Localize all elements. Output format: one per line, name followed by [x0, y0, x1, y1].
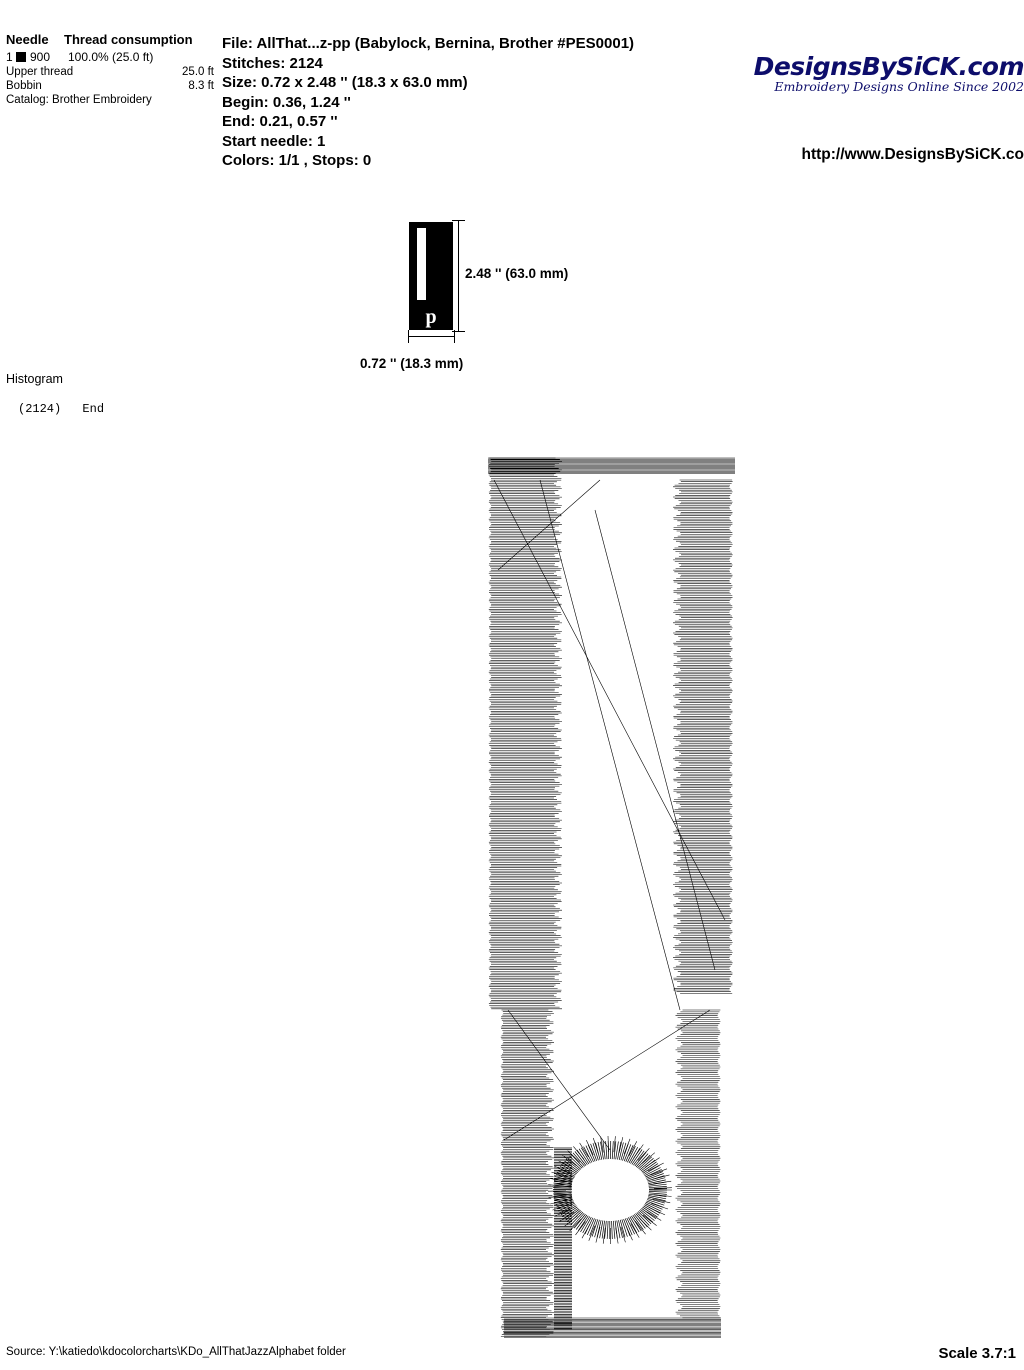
file-info-block — [222, 34, 634, 171]
histogram-title: Histogram — [6, 372, 63, 386]
height-dimension-cap-top — [452, 220, 465, 221]
stitches-line: Stitches: 2124 — [222, 54, 323, 72]
colors-stops-line: Colors: 1/1 , Stops: 0 — [222, 152, 372, 169]
histogram-row-label: End — [82, 402, 105, 416]
thumbnail-inner-shape — [417, 228, 426, 300]
brand-name: DesignsBySiCK.com — [753, 52, 1024, 81]
start-needle-line: Start needle: 1 — [222, 132, 326, 150]
width-dimension-cap-left — [408, 330, 409, 343]
thread-percent: 100.0% (25.0 ft) — [68, 50, 154, 64]
width-dimension-label: 0.72 '' (18.3 mm) — [360, 356, 464, 371]
size-line: Size: 0.72 x 2.48 '' (18.3 x 63.0 mm) — [222, 74, 468, 91]
begin-line: Begin: 0.36, 1.24 '' — [222, 93, 351, 111]
catalog-label: Catalog: Brother Embroidery — [6, 94, 152, 106]
thread-consumption-table — [6, 32, 220, 106]
width-dimension-cap-right — [454, 330, 455, 343]
thread-consumption-column-header: Thread consumption — [64, 32, 193, 47]
scale-label: Scale 3.7:1 — [938, 1345, 1016, 1362]
needle-column-header: Needle — [6, 32, 49, 47]
color-swatch-icon — [16, 52, 26, 62]
design-thumbnail-preview — [355, 212, 595, 377]
upper-thread-value: 25.0 ft — [182, 66, 214, 78]
end-line: End: 0.21, 0.57 '' — [222, 113, 338, 130]
source-path-label: Source: Y:\katiedo\kdocolorcharts\KDo_AllThatJazzAlphabet folder — [6, 1346, 346, 1358]
histogram-stitch-count: (2124) — [18, 402, 62, 416]
needle-table-header — [6, 32, 220, 47]
needle-index: 1 — [6, 50, 13, 64]
brand-url: http://www.DesignsBySiCK.co — [801, 146, 1024, 163]
thumbnail-letter: p — [425, 306, 437, 328]
table-row — [6, 50, 220, 64]
file-name-line: File: AllThat...z-pp (Babylock, Bernina, Brother #PES0001) — [222, 35, 635, 52]
histogram-row — [18, 402, 104, 416]
brand-tagline: Embroidery Designs Online Since 2002 — [774, 79, 1024, 94]
stitch-design-render — [480, 450, 760, 1350]
bobbin-value: 8.3 ft — [188, 80, 214, 92]
bobbin-row — [6, 80, 220, 92]
width-dimension-line — [408, 336, 454, 337]
upper-thread-label: Upper thread — [6, 66, 74, 78]
upper-thread-row — [6, 66, 220, 78]
stitch-plot-svg — [480, 450, 760, 1350]
thread-color-code: 900 — [30, 50, 51, 64]
thumbnail-swatch — [409, 222, 453, 330]
height-dimension-label: 2.48 '' (63.0 mm) — [465, 266, 569, 281]
bobbin-label: Bobbin — [6, 80, 42, 92]
height-dimension-line — [458, 220, 459, 332]
brand-logo — [704, 52, 1024, 94]
